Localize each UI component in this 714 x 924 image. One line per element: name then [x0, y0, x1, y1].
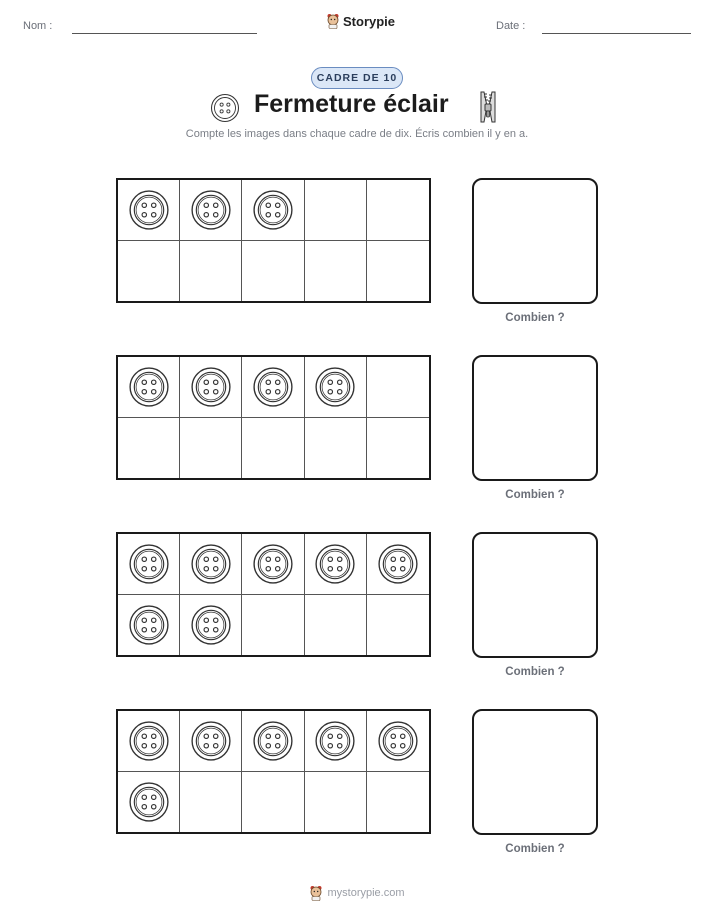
button-icon — [190, 189, 232, 231]
ten-frame — [116, 178, 431, 303]
frame-cell — [305, 534, 367, 595]
frame-cell — [305, 772, 367, 833]
page-title: Fermeture éclair — [254, 90, 449, 118]
frame-cell — [367, 711, 429, 772]
ten-frame — [116, 532, 431, 657]
zipper-icon — [478, 90, 498, 129]
answer-box[interactable] — [472, 532, 598, 658]
button-icon — [377, 720, 419, 762]
frame-cell — [180, 357, 242, 418]
frame-cell — [305, 711, 367, 772]
name-label: Nom : — [23, 20, 53, 32]
button-icon — [314, 543, 356, 585]
answer-box[interactable] — [472, 355, 598, 481]
frame-cell — [305, 180, 367, 241]
button-icon — [314, 720, 356, 762]
category-badge: CADRE DE 10 — [311, 67, 403, 89]
frame-cell — [180, 772, 242, 833]
button-icon — [128, 189, 170, 231]
button-icon — [190, 543, 232, 585]
frame-cell — [367, 180, 429, 241]
frame-cell — [305, 595, 367, 656]
frame-cell — [180, 418, 242, 479]
answer-box[interactable] — [472, 709, 598, 835]
storypie-logo — [309, 885, 323, 901]
frame-cell — [242, 357, 304, 418]
button-icon — [252, 366, 294, 408]
frame-cell — [180, 595, 242, 656]
frame-cell — [367, 772, 429, 833]
frame-cell — [118, 180, 180, 241]
storypie-logo — [326, 13, 340, 29]
frame-cell — [180, 241, 242, 302]
name-line[interactable] — [72, 33, 257, 34]
answer-label: Combien ? — [505, 312, 565, 324]
date-label: Date : — [496, 20, 526, 32]
button-icon — [128, 781, 170, 823]
footer-url: mystorypie.com — [327, 887, 405, 899]
frame-cell — [180, 534, 242, 595]
instructions: Compte les images dans chaque cadre de dix. Écris combien il y en a. — [185, 128, 529, 140]
frame-cell — [305, 241, 367, 302]
button-icon — [377, 543, 419, 585]
frame-cell — [367, 595, 429, 656]
button-icon — [190, 720, 232, 762]
frame-cell — [242, 595, 304, 656]
button-icon — [128, 604, 170, 646]
button-icon — [128, 366, 170, 408]
frame-cell — [118, 711, 180, 772]
frame-cell — [118, 418, 180, 479]
frame-cell — [367, 418, 429, 479]
answer-label: Combien ? — [505, 489, 565, 501]
button-icon — [128, 720, 170, 762]
button-icon — [128, 543, 170, 585]
answer-label: Combien ? — [505, 843, 565, 855]
title-row — [0, 88, 714, 128]
answer-box[interactable] — [472, 178, 598, 304]
frame-cell — [118, 772, 180, 833]
frame-cell — [180, 180, 242, 241]
frame-cell — [242, 241, 304, 302]
footer — [0, 885, 714, 901]
ten-frame — [116, 709, 431, 834]
ten-frame — [116, 355, 431, 480]
frame-cell — [367, 241, 429, 302]
frame-cell — [242, 534, 304, 595]
frame-cell — [367, 357, 429, 418]
answer-label: Combien ? — [505, 666, 565, 678]
frame-cell — [118, 241, 180, 302]
button-icon — [252, 543, 294, 585]
brand-name: Storypie — [343, 13, 396, 29]
frame-cell — [305, 357, 367, 418]
frame-cell — [118, 534, 180, 595]
frame-cell — [118, 595, 180, 656]
button-icon — [210, 93, 240, 128]
date-line[interactable] — [542, 33, 691, 34]
frame-cell — [242, 418, 304, 479]
brand — [326, 13, 395, 29]
frame-cell — [242, 711, 304, 772]
frame-cell — [242, 180, 304, 241]
frame-cell — [367, 534, 429, 595]
frame-cell — [305, 418, 367, 479]
frame-cell — [180, 711, 242, 772]
button-icon — [190, 604, 232, 646]
frame-cell — [242, 772, 304, 833]
button-icon — [252, 189, 294, 231]
button-icon — [190, 366, 232, 408]
button-icon — [314, 366, 356, 408]
frame-cell — [118, 357, 180, 418]
button-icon — [252, 720, 294, 762]
